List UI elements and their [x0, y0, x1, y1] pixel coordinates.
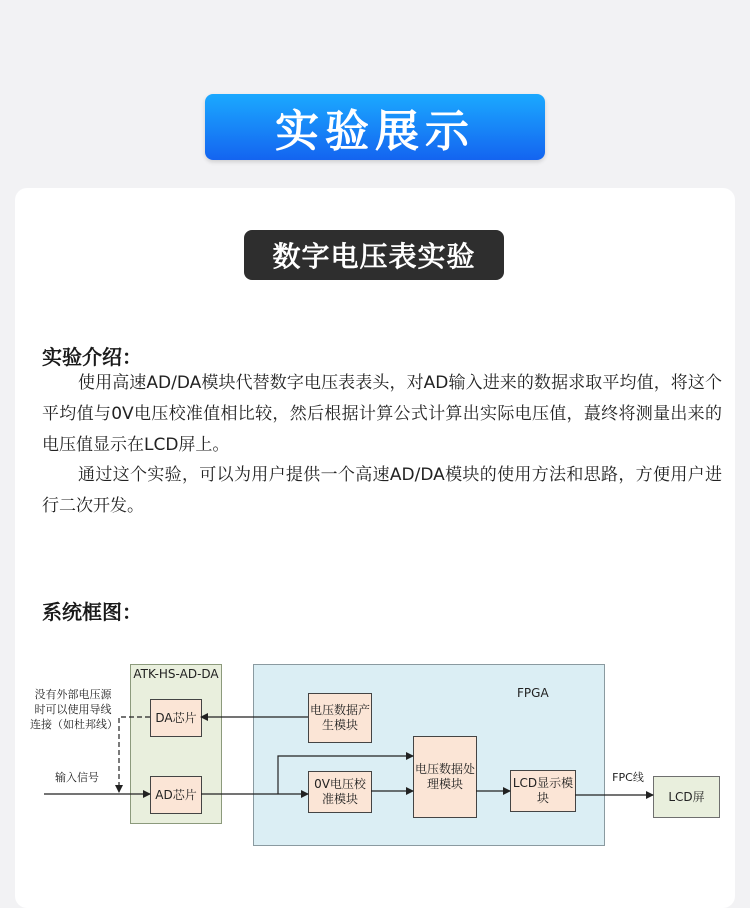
experiment-title	[244, 230, 504, 280]
process-label: 电压数据处理模块	[414, 762, 475, 791]
diagram-connections	[0, 650, 750, 850]
system-block-diagram	[0, 650, 750, 850]
ad-chip-label: AD芯片	[155, 787, 197, 802]
lcd-module-label: LCD显示模块	[512, 776, 574, 805]
calib-label: 0V电压校准模块	[314, 777, 366, 806]
intro-paragraph-2: 通过这个实验，可以为用户提供一个高速AD/DA模块的使用方法和思路，方便用户进行二次开发。	[42, 465, 722, 516]
intro-paragraph-1: 使用高速AD/DA模块代替数字电压表表头，对AD输入进来的数据求取平均值，将这个平均值与0V电压校准值相比较，然后根据计算公式计算出实际电压值，蕞终将测量出来的电压值显示在LCD屏上。	[42, 373, 722, 455]
intro-heading: 实验介绍：	[42, 345, 142, 369]
experiment-title-text: 数字电压表实验	[272, 240, 476, 273]
lcd-screen-label: LCD屏	[668, 789, 705, 804]
banner-title: 实验展示	[275, 106, 475, 157]
input-signal-label: 输入信号	[55, 771, 99, 784]
section-banner	[205, 94, 545, 160]
fpc-line-label: FPC线	[612, 771, 644, 784]
fpga-label: FPGA	[517, 686, 549, 700]
da-chip-label: DA芯片	[155, 710, 197, 725]
diagram-heading: 系统框图：	[42, 600, 142, 624]
voltage-gen-label: 电压数据产生模块	[309, 703, 370, 732]
wire-note: 没有外部电压源时可以使用导线连接（如杜邦线）	[30, 688, 118, 731]
atk-module-label: ATK-HS-AD-DA	[133, 667, 219, 681]
